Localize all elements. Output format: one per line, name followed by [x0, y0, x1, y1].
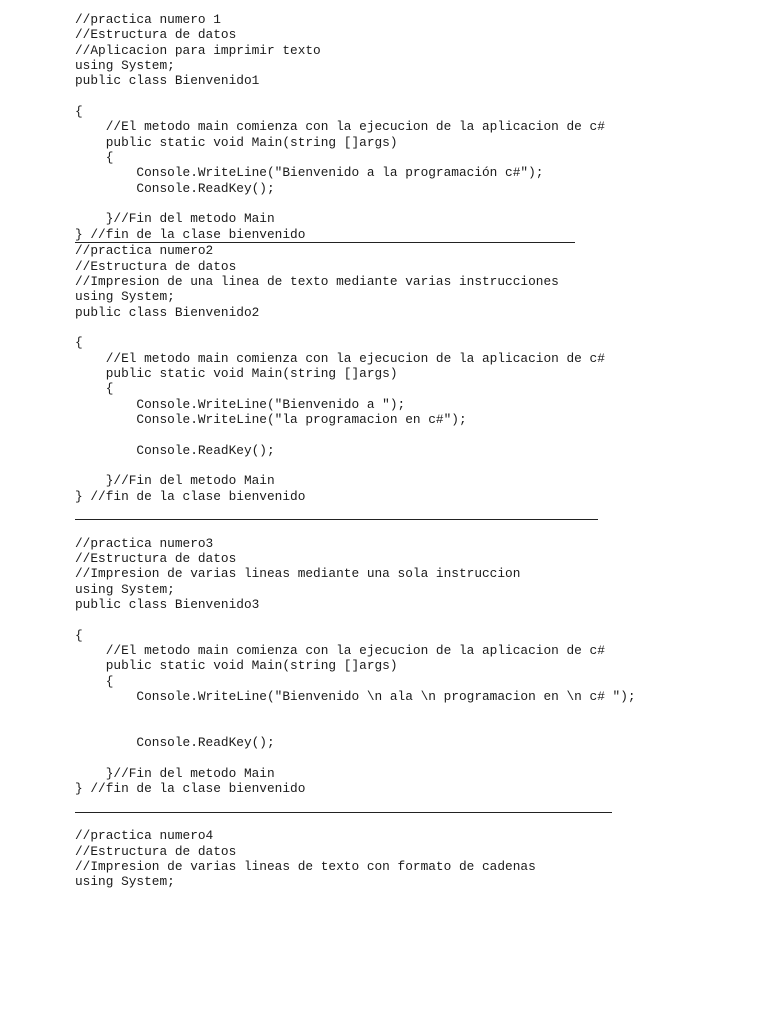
code-line: using System;	[75, 289, 175, 305]
code-line: public static void Main(string []args)	[75, 658, 398, 674]
code-line: //Estructura de datos	[75, 27, 237, 43]
blank-line	[75, 704, 755, 719]
code-line: } //fin de la clase bienvenido	[75, 226, 306, 242]
code-line: Console.ReadKey();	[75, 735, 275, 751]
code-line: Console.ReadKey();	[75, 442, 275, 458]
blank-line	[75, 504, 755, 519]
code-line: }//Fin del metodo Main	[75, 765, 275, 781]
code-line: Console.WriteLine("Bienvenido \n ala \n programacion en \n c# ");	[75, 689, 636, 705]
code-line: {	[75, 335, 83, 351]
blank-line	[75, 196, 755, 211]
blank-line	[75, 612, 755, 627]
code-line: using System;	[75, 874, 175, 890]
code-line: } //fin de la clase bienvenido	[75, 488, 306, 504]
section-practica-2	[75, 243, 755, 519]
code-line: //El metodo main comienza con la ejecucion de la aplicacion de c#	[75, 119, 605, 135]
code-line: //practica numero4	[75, 828, 214, 844]
code-line: public class Bienvenido2	[75, 304, 260, 320]
code-line: {	[75, 627, 83, 643]
blank-line	[75, 427, 755, 442]
code-line: Console.WriteLine("Bienvenido a la programación c#");	[75, 165, 544, 181]
code-line: //Impresion de una linea de texto mediante varias instrucciones	[75, 273, 559, 289]
code-line: //Estructura de datos	[75, 551, 237, 567]
code-line: Console.WriteLine("Bienvenido a ");	[75, 396, 406, 412]
code-line: {	[75, 381, 114, 397]
code-line: public static void Main(string []args)	[75, 365, 398, 381]
code-line: //practica numero2	[75, 243, 214, 259]
code-line: //practica numero3	[75, 535, 214, 551]
code-line: public class Bienvenido1	[75, 73, 260, 89]
code-line: } //fin de la clase bienvenido	[75, 781, 306, 797]
code-line: //El metodo main comienza con la ejecucion de la aplicacion de c#	[75, 643, 605, 659]
code-line: //Impresion de varias lineas mediante una sola instruccion	[75, 566, 521, 582]
code-line: //practica numero 1	[75, 12, 221, 27]
blank-line	[75, 813, 755, 828]
code-line: public static void Main(string []args)	[75, 134, 398, 150]
code-line: {	[75, 673, 114, 689]
code-line: Console.ReadKey();	[75, 180, 275, 196]
blank-line	[75, 520, 755, 535]
section-practica-4	[75, 813, 755, 890]
code-line: }//Fin del metodo Main	[75, 473, 275, 489]
blank-line	[75, 89, 755, 104]
section-practica-3	[75, 520, 755, 812]
blank-line	[75, 720, 755, 735]
code-line: //Estructura de datos	[75, 258, 237, 274]
blank-line	[75, 797, 755, 812]
section-practica-1	[75, 12, 755, 242]
code-line: Console.WriteLine("la programacion en c#");	[75, 411, 467, 427]
code-line: //Impresion de varias lineas de texto con formato de cadenas	[75, 858, 536, 874]
code-line: {	[75, 150, 114, 166]
blank-line	[75, 751, 755, 766]
code-line: public class Bienvenido3	[75, 597, 260, 613]
code-line: //El metodo main comienza con la ejecucion de la aplicacion de c#	[75, 350, 605, 366]
blank-line	[75, 458, 755, 473]
code-line: //Aplicacion para imprimir texto	[75, 42, 321, 58]
blank-line	[75, 320, 755, 335]
code-line: //Estructura de datos	[75, 843, 237, 859]
code-line: }//Fin del metodo Main	[75, 211, 275, 227]
document-body	[75, 12, 755, 890]
code-line: using System;	[75, 581, 175, 597]
code-line: using System;	[75, 58, 175, 74]
code-line: {	[75, 104, 83, 120]
